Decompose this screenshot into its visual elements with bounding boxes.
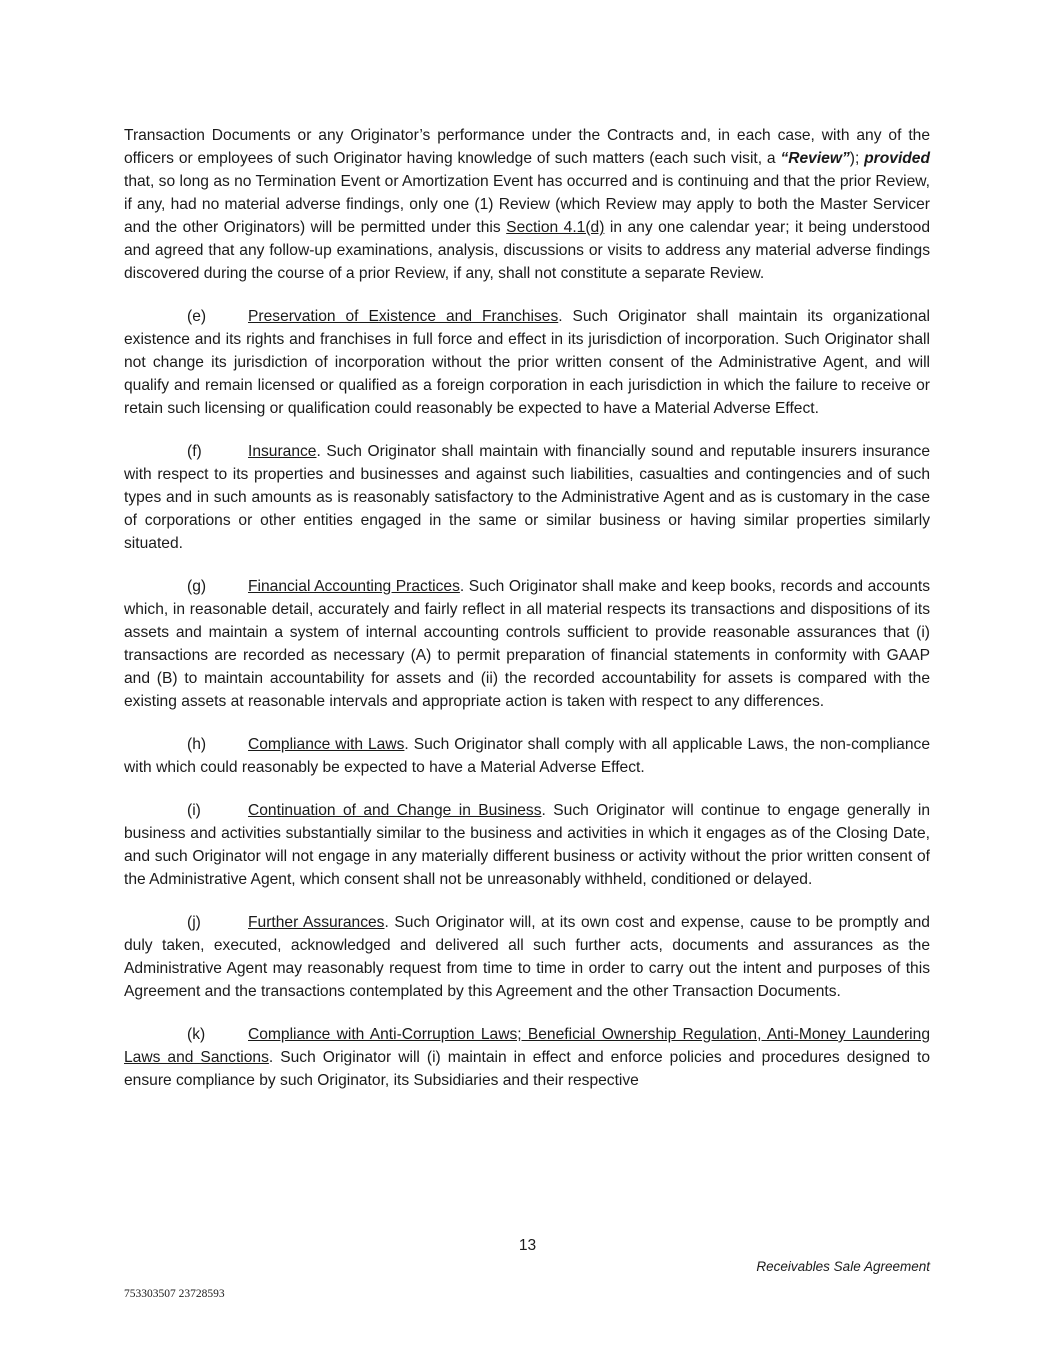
paragraph-heading: Continuation of and Change in Business [248,802,542,819]
paragraph-j [124,911,930,1003]
paragraph-text: . Such Originator shall make and keep books, records and accounts which, in reasonable detail, accurately and fairly reflect in all material respects its transactions and dispositions of its assets and maintain a system of internal accounting controls sufficient to provide reasonable assurances that (i) transactions are recorded as necessary (A) to permit preparation of financial statements in conformity with GAAP and (B) to maintain accountability for assets and (ii) the recorded accountability for assets is compared with the existing assets at reasonable intervals and appropriate action is taken with respect to any differences. [124,578,930,710]
paragraph-heading: Preservation of Existence and Franchises [248,308,559,325]
footer-document-title: Receivables Sale Agreement [756,1259,930,1274]
paragraph-text: . Such Originator shall maintain with financially sound and reputable insurers insurance with respect to its properties and businesses and against such liabilities, casualties and contingencies and of such types and in such amounts as is reasonably satisfactory to the Administrative Agent and as is customary in the case of corporations or other entities engaged in the same or similar business or having similar properties similarly situated. [124,443,930,552]
paragraph-f [124,440,930,555]
paragraph-heading: Financial Accounting Practices [248,578,460,595]
paragraph-text: Transaction Documents or any Originator’s performance under the Contracts and, in each case, with any of the officers or employees of such Originator having knowledge of such matters (each such visit, a [124,127,930,167]
paragraph-text: in any one calendar year; it being understood and agreed that any follow-up examinations, analysis, discussions or visits to address any material adverse findings discovered during the course of a prior Review, if any, shall not constitute a separate Review. [124,219,931,282]
paragraph-heading: Compliance with Laws [248,736,405,753]
paragraph-e [124,305,930,420]
paragraph-text: ); [849,150,865,167]
page-number: 13 [518,1237,537,1254]
paragraph-heading: Further Assurances [248,914,385,931]
paragraph-h [124,733,930,779]
paragraph-k [124,1023,930,1092]
paragraph-label: (i) [187,802,201,819]
document-body [124,124,930,1112]
paragraph-label: (j) [187,914,201,931]
paragraph-text: . Such Originator shall comply with all applicable Laws, the non-compliance with which could reasonably be expected to have a Material Adverse Effect. [124,736,931,776]
paragraph-label: (g) [187,578,207,595]
paragraph-text: that, so long as no Termination Event or Amortization Event has occurred and is continuing and that the prior Review, if any, had no material adverse findings, only one (1) Review (which Review may apply to both the Master Servicer and the other Originators) will be permitted under this [124,173,930,236]
paragraph-label: (h) [187,736,207,753]
paragraph-label: (k) [187,1026,206,1043]
section-reference: Section 4.1(d) [506,219,605,236]
paragraph-d-continued [124,124,930,285]
paragraph-g [124,575,930,713]
paragraph-text: . Such Originator will (i) maintain in effect and enforce policies and procedures designed to ensure compliance by such Originator, its Subsidiaries and their respective [124,1049,930,1089]
paragraph-text: . Such Originator will, at its own cost and expense, cause to be promptly and duly taken, executed, acknowledged and delivered all such further acts, documents and assurances as the Administrative Agent may reasonably request from time to time in order to carry out the intent and purposes of this Agreement and the transactions contemplated by this Agreement and the other Transaction Documents. [124,914,930,1000]
paragraph-label: (f) [187,443,202,460]
provided-term: provided [864,150,931,167]
document-id: 753303507 23728593 [124,1288,225,1300]
defined-term-review: “Review” [780,150,850,167]
paragraph-heading: Insurance [248,443,317,460]
paragraph-i [124,799,930,891]
paragraph-text: . Such Originator will continue to engage generally in business and activities substantially similar to the business and activities in which it engages as of the Closing Date, and such Originator will not engage in any materially different business or activity without the prior written consent of the Administrative Agent, which consent shall not be unreasonably withheld, conditioned or delayed. [124,802,930,888]
paragraph-label: (e) [187,308,207,325]
paragraph-text: . Such Originator shall maintain its organizational existence and its rights and franchises in full force and effect in its jurisdiction of incorporation. Such Originator shall not change its jurisdiction of incorporation without the prior written consent of the Administrative Agent, and will qualify and remain licensed or qualified as a foreign corporation in each jurisdiction in which the failure to receive or retain such licensing or qualification could reasonably be expected to have a Material Adverse Effect. [124,308,930,417]
paragraph-heading: Compliance with Anti-Corruption Laws; Beneficial Ownership Regulation, Anti-Money Laundering Laws and Sanctions [124,1026,930,1066]
